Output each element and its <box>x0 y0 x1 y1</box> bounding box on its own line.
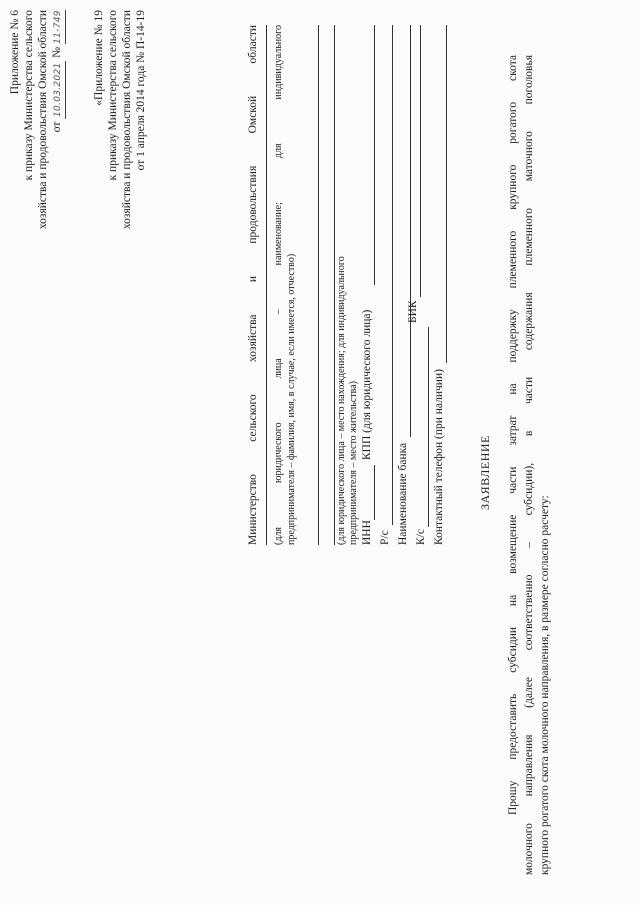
appendix-19-date: от 1 апреля 2014 года № П-14-19 <box>135 10 147 171</box>
appendix-6-order: к приказу Министерства сельского <box>23 10 35 181</box>
handwritten-number: 11-749 <box>51 10 66 44</box>
appendix-6-date-line: от 10.03.2021 № 11-749 <box>50 10 66 229</box>
addressee-ministry: Министерство сельского хозяйства и продовольствия Омской области <box>247 25 259 545</box>
applicant-location-note-1: (для юридического лица – место нахождения; для индивидуального <box>336 256 347 545</box>
statement-line-3: крупного рогатого скота молочного направления, в размере согласно расчету: <box>539 495 551 875</box>
kpp-blank <box>374 25 375 285</box>
applicant-name-note-1: (для юридического лица – наименование; для индивидуального <box>273 25 284 545</box>
appendix-19-title: «Приложение № 19 <box>93 10 105 106</box>
bank-blank <box>410 25 411 437</box>
blank-line <box>318 25 319 545</box>
rs-label: Р/с <box>379 530 391 545</box>
applicant-name-note-2: предпринимателя – фамилия, имя, в случае, если имеется, отчество) <box>286 253 297 545</box>
appendix-6-header <box>8 10 66 229</box>
ks-label: К/с <box>415 529 427 545</box>
phone-blank <box>446 25 447 363</box>
handwritten-date: 10.03.2021 <box>51 61 66 119</box>
appendix-6-title: Приложение № 6 <box>9 10 21 95</box>
statement-line-2: молочного направления (далее соответственно – субсидии), в части содержания племенного маточного поголовья <box>523 55 535 875</box>
statement-title: ЗАЯВЛЕНИЕ <box>478 435 492 510</box>
ks-blank <box>428 327 429 527</box>
phone-label: Контактный телефон (при наличии) <box>433 369 445 545</box>
addressee-underline <box>266 25 267 545</box>
appendix-6-ministry: хозяйства и продовольствия Омской области <box>37 10 49 230</box>
statement-line-1: Прошу предоставить субсидии на возмещение части затрат на поддержку племенного крупного рогатого скота <box>507 55 519 815</box>
appendix-19-ministry: хозяйства и продовольствия Омской области <box>121 10 133 230</box>
bik-blank <box>420 25 421 297</box>
appendix-19-order: к приказу Министерства сельского <box>107 10 119 181</box>
applicant-location-note-2: предпринимателя – место жительства) <box>348 381 359 545</box>
appendix-19-header <box>92 10 148 229</box>
inn-label: ИНН <box>361 520 373 545</box>
blank-line <box>334 25 335 545</box>
bik-label: БИК <box>407 300 419 323</box>
kpp-label: КПП (для юридического лица) <box>361 309 373 460</box>
inn-blank <box>374 465 375 520</box>
rs-blank <box>392 25 393 525</box>
bank-label: Наименование банка <box>397 442 409 545</box>
